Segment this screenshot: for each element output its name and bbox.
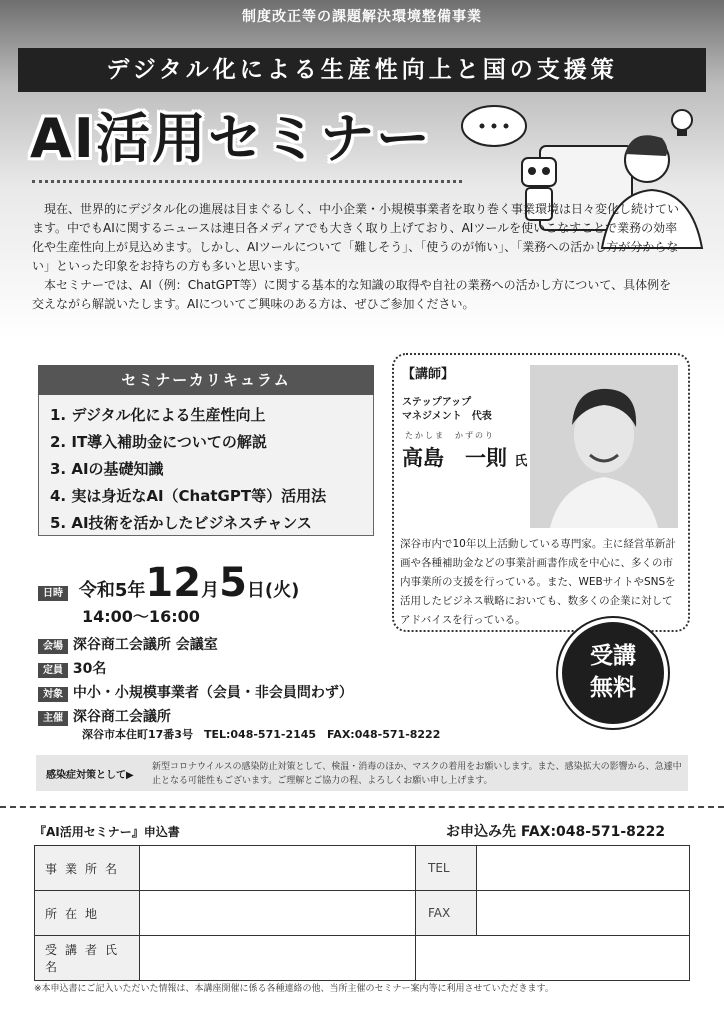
cut-line xyxy=(0,806,724,808)
curriculum-list xyxy=(50,402,326,537)
host-value: 深谷商工会議所 xyxy=(72,709,171,725)
curriculum-item: 5. AI技術を活かしたビジネスチャンス xyxy=(50,514,312,532)
intro-text xyxy=(32,200,682,314)
page-title: AI活用セミナー xyxy=(30,107,432,170)
date-day-unit: 日(火) xyxy=(246,580,300,601)
curriculum-heading: セミナーカリキュラム xyxy=(38,365,374,395)
capacity-row xyxy=(38,658,106,678)
form-apply-to: お申込み先 FAX:048-571-8222 xyxy=(446,824,666,840)
date-month-unit: 月 xyxy=(201,580,220,601)
notice-label: 感染症対策として▶ xyxy=(46,770,134,781)
date-era: 令和5年 xyxy=(78,580,146,601)
attendee-name-field-1[interactable] xyxy=(140,936,416,981)
lecturer-photo xyxy=(530,365,678,528)
time-row: 14:00〜16:00 xyxy=(82,607,200,626)
intro-paragraph-2: 本セミナーでは、AI（例：ChatGPT等）に関する基本的な知識の取得や自社の業務への活かし方について、具体例を交えながら解説いたします。AIについてご興味のある方は、ぜひご参加ください。 xyxy=(32,278,672,311)
speech-bubble-icon xyxy=(462,106,526,146)
form-title: 『AI活用セミナー』申込書 xyxy=(34,825,180,839)
date-label: 日時 xyxy=(38,586,68,601)
lecturer-company-line: マネジメント 代表 xyxy=(402,411,492,422)
curriculum-item: 1. デジタル化による生産性向上 xyxy=(50,406,266,424)
form-label-tel: TEL xyxy=(416,846,477,891)
notice-text: 新型コロナウイルスの感染防止対策として、検温・消毒のほか、マスクの着用をお願いします。また、感染拡大の影響から、急遽中止となる可能性もございます。ご理解とご協力の程、よろしくお願い申し上げます。 xyxy=(152,762,682,786)
target-row xyxy=(38,682,353,702)
lightbulb-icon xyxy=(672,110,692,136)
lecturer-tag: 【講師】 xyxy=(402,367,455,382)
form-footnote: ※本申込書にご記入いただいた情報は、本講座開催に係る各種連絡の他、当所主催のセミナー案内等に利用させていただきます。 xyxy=(34,984,554,994)
company-name-field[interactable] xyxy=(140,846,416,891)
supertitle: 制度改正等の課題解決環境整備事業 xyxy=(242,9,482,25)
form-label-address: 所在地 xyxy=(35,891,140,936)
target-label: 対象 xyxy=(38,687,68,702)
capacity-value: 30名 xyxy=(72,661,107,677)
attendee-name-field-2[interactable] xyxy=(416,936,690,981)
lecturer-bio: 深谷市内で10年以上活動している専門家。主に経営革新計画や各種補助金などの事業計画書作成を中心に、多くの市内事業所の支援を行っている。また、WEBサイトやSNSを活用したビジネス戦略においても、数多くの企業に対してアドバイスを行っている。 xyxy=(400,538,676,626)
host-label: 主催 xyxy=(38,711,68,726)
intro-paragraph-1: 現在、世界的にデジタル化の進展は目まぐるしく、中小企業・小規模事業者を取り巻く事業環境は日々変化し続けています。中でもAIに関するニュースは連日各メディアでも大きく取り上げており、AIツールを使いこなすことで業務の効率化や生産性向上が見込めます。しかし、AIツールについて「難しそう」、「使うのが怖い」、「業務への活かし方が分からない」といった印象をお持ちの方も多いと思います。 xyxy=(32,202,680,273)
lecturer-name-text: 高島 一則 xyxy=(402,446,507,470)
free-badge-line: 受講 xyxy=(590,643,636,669)
form-label-company: 事業所名 xyxy=(35,846,140,891)
capacity-label: 定員 xyxy=(38,663,68,678)
host-row xyxy=(38,706,171,726)
venue-row xyxy=(38,634,218,654)
free-badge xyxy=(562,622,664,724)
form-label-attendee: 受講者氏名 xyxy=(35,936,140,981)
address-field[interactable] xyxy=(140,891,416,936)
host-address: 深谷市本住町17番3号 TEL:048-571-2145 FAX:048-571-8222 xyxy=(82,728,441,741)
date-month: 12 xyxy=(145,560,202,606)
application-form xyxy=(34,845,690,981)
lecturer-name xyxy=(402,442,527,472)
fax-field[interactable] xyxy=(477,891,690,936)
subtitle-bar: デジタル化による生産性向上と国の支援策 xyxy=(18,48,706,92)
lecturer-company xyxy=(402,396,492,424)
tel-field[interactable] xyxy=(477,846,690,891)
title-divider xyxy=(32,180,462,183)
date-day: 5 xyxy=(219,560,247,606)
lecturer-name-ruby: たかしま かずのり xyxy=(405,431,495,440)
date-row xyxy=(38,560,299,606)
curriculum-item: 4. 実は身近なAI（ChatGPT等）活用法 xyxy=(50,487,327,505)
free-badge-line: 無料 xyxy=(590,675,636,701)
curriculum-item: 3. AIの基礎知識 xyxy=(50,460,164,478)
curriculum-item: 2. IT導入補助金についての解説 xyxy=(50,433,267,451)
venue-value: 深谷商工会議所 会議室 xyxy=(72,637,218,653)
lecturer-honorific: 氏 xyxy=(514,454,528,469)
lecturer-company-line: ステップアップ xyxy=(402,397,472,408)
venue-label: 会場 xyxy=(38,639,68,654)
target-value: 中小・小規模事業者（会員・非会員問わず） xyxy=(72,685,353,701)
form-label-fax: FAX xyxy=(416,891,477,936)
